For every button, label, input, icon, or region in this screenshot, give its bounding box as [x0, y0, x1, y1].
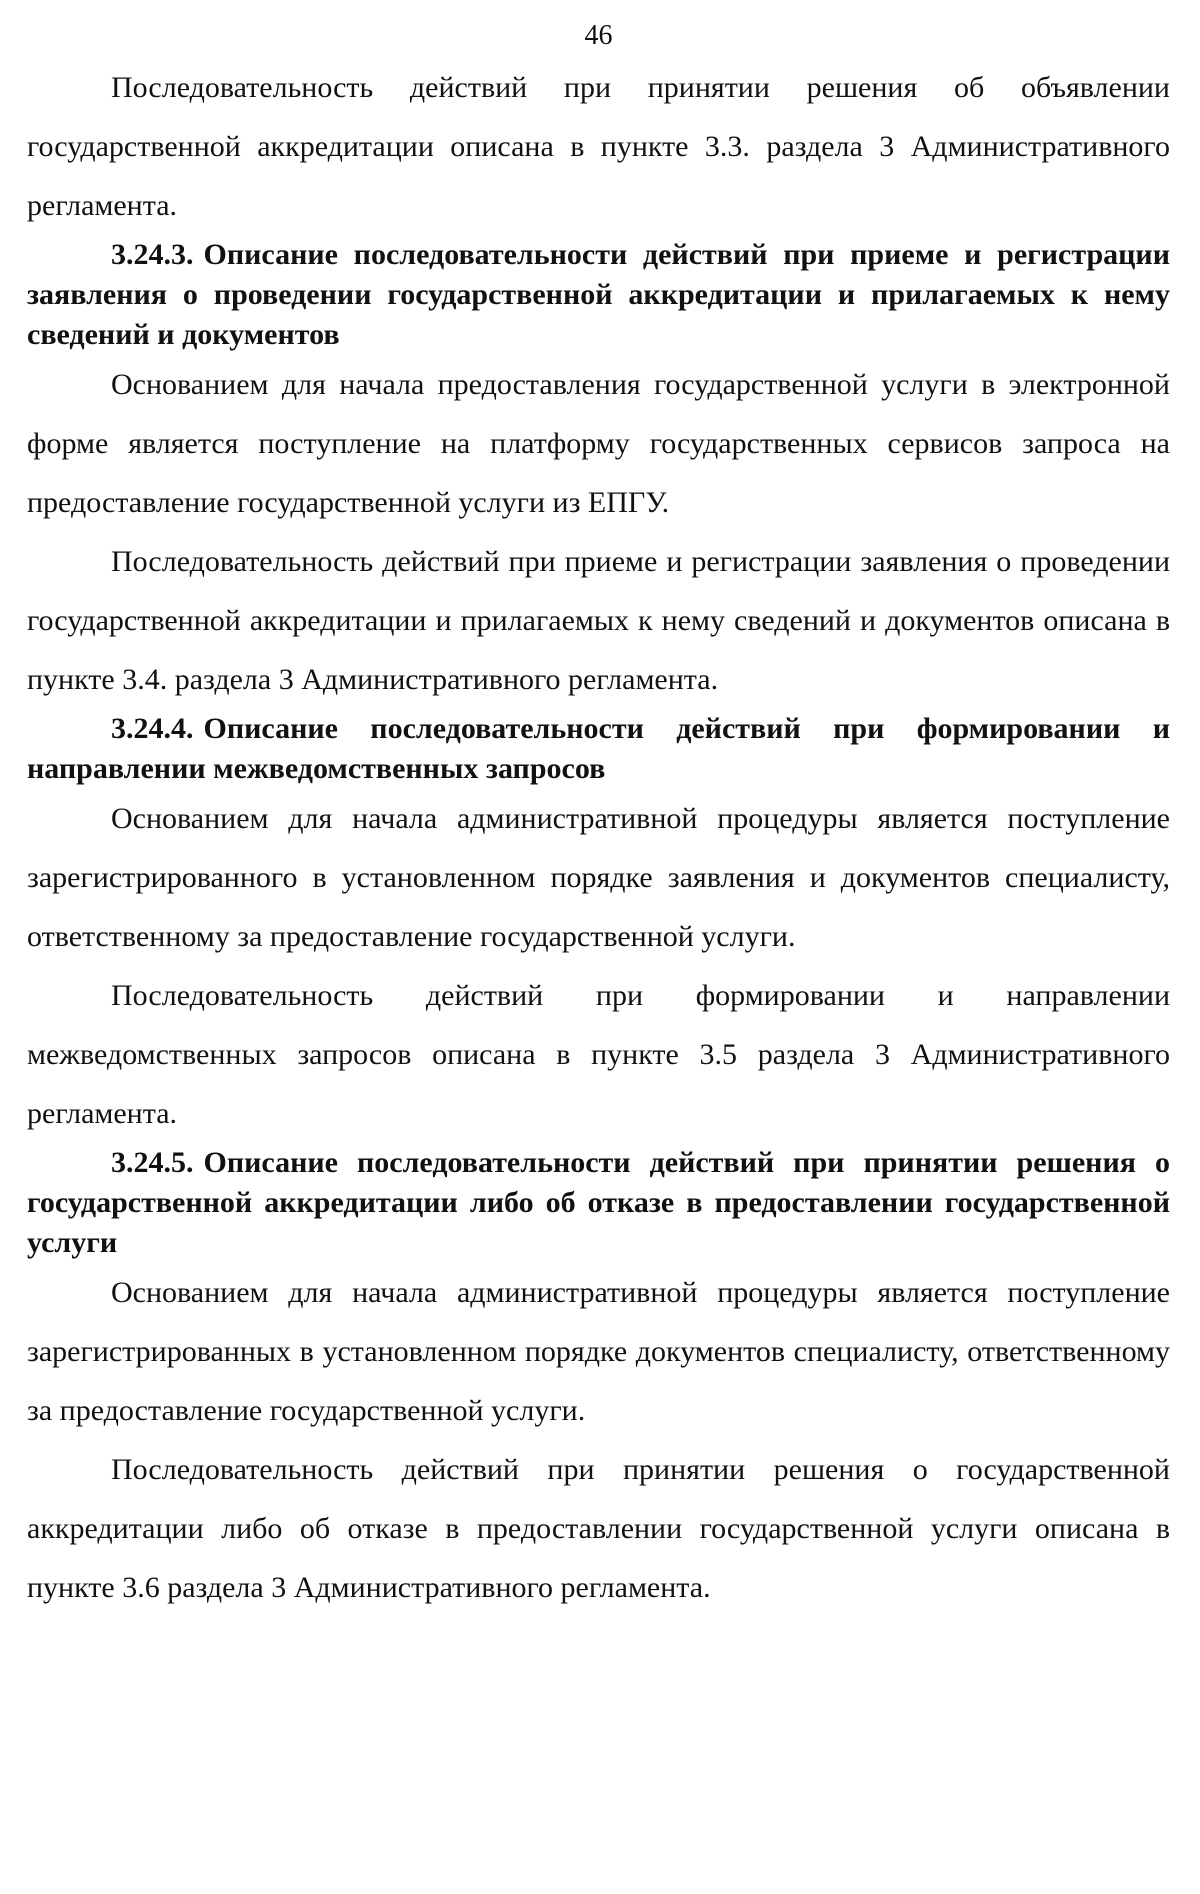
section-number: 3.24.5.: [111, 1146, 194, 1179]
paragraph: Последовательность действий при формировании и направлении межведомственных запросов описана в пункте 3.5 раздела 3 Административного регламента.: [27, 979, 1170, 1130]
document-page: [27, 14, 1170, 1617]
paragraph: Основанием для начала административной процедуры является поступление зарегистрированных в установленном порядке документов специалисту, ответственному за предоставление государственной услуги.: [27, 1276, 1170, 1427]
paragraph: Последовательность действий при принятии решения о государственной аккредитации либо об отказе в предоставлении государственной услуги описана в пункте 3.6 раздела 3 Административного регламента.: [27, 1453, 1170, 1604]
paragraph: Основанием для начала административной процедуры является поступление зарегистрированного в установленном порядке заявления и документов специалисту, ответственному за предоставление государственной услуги.: [27, 802, 1170, 953]
section-3-24-5: [27, 1143, 1170, 1617]
paragraph: Последовательность действий при приеме и регистрации заявления о проведении государственной аккредитации и прилагаемых к нему сведений и документов описана в пункте 3.4. раздела 3 Административного регламента.: [27, 545, 1170, 696]
section-3-24-4: [27, 709, 1170, 1143]
section-heading: [27, 1143, 1170, 1263]
section-title: Описание последовательности действий при принятии решения о государственной аккредитации либо об отказе в предоставлении государственной услуги: [27, 1146, 1170, 1259]
section-title: Описание последовательности действий при приеме и регистрации заявления о проведении государственной аккредитации и прилагаемых к нему сведений и документов: [27, 238, 1170, 351]
page-number: 46: [584, 20, 613, 51]
section-heading: [27, 709, 1170, 789]
section-3-24-3: [27, 235, 1170, 709]
section-title: Описание последовательности действий при формировании и направлении межведомственных запросов: [27, 712, 1170, 785]
intro-paragraph: Последовательность действий при принятии решения об объявлении государственной аккредитации описана в пункте 3.3. раздела 3 Административного регламента.: [27, 71, 1170, 222]
paragraph: Основанием для начала предоставления государственной услуги в электронной форме является поступление на платформу государственных сервисов запроса на предоставление государственной услуги из ЕПГУ.: [27, 368, 1170, 519]
section-heading: [27, 235, 1170, 355]
section-number: 3.24.3.: [111, 238, 194, 271]
section-number: 3.24.4.: [111, 712, 194, 745]
